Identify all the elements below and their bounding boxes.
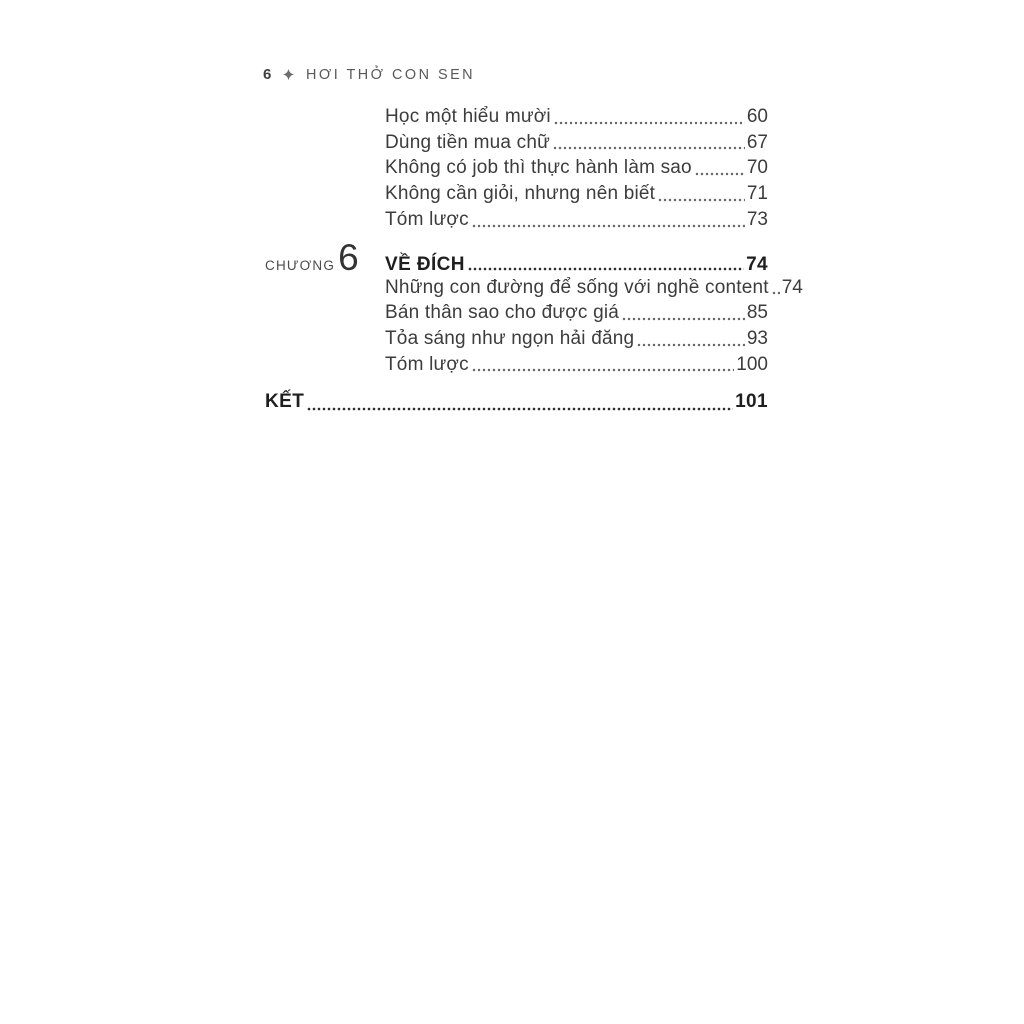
header-page-number: 6 (263, 65, 272, 83)
toc-entry-page-number: 73 (746, 208, 768, 230)
toc-row (265, 155, 768, 181)
leader-dots (637, 343, 745, 347)
toc-entry-title: Không cần giỏi, nhưng nên biết (385, 183, 656, 205)
toc-row (265, 300, 768, 326)
toc-row (265, 389, 768, 415)
toc-row (265, 275, 803, 301)
toc-entry-page-number: 71 (746, 183, 768, 205)
toc-row (265, 326, 768, 352)
toc-entry-title: Những con đường để sống với nghề content (385, 276, 769, 298)
toc-entry-title: Tóm lược (385, 353, 469, 375)
leader-dots (307, 407, 733, 411)
toc-entry-page-number: 74 (746, 253, 768, 275)
toc-row (265, 352, 768, 378)
toc-row (265, 207, 768, 233)
leader-dots (658, 198, 745, 202)
toc-row (265, 181, 768, 207)
leader-dots (622, 317, 745, 321)
running-header (263, 64, 482, 84)
toc-row (265, 130, 768, 156)
toc-entry-title: Tỏa sáng như ngọn hải đăng (385, 327, 635, 349)
toc-entry-page-number: 100 (736, 353, 768, 375)
four-point-star-icon (282, 68, 295, 81)
chapter-label: CHƯƠNG 6 (265, 236, 359, 278)
leader-dots (553, 146, 745, 150)
toc-entry-page-number: 93 (746, 327, 768, 349)
toc-row (265, 236, 768, 278)
leader-dots (472, 368, 735, 372)
toc-entry-page-number: 67 (746, 131, 768, 153)
toc-entry-page-number: 70 (746, 157, 768, 179)
toc-row (265, 104, 768, 130)
toc-entry-title: KẾT (265, 391, 305, 413)
toc-entry-page-number: 60 (746, 106, 768, 127)
table-of-contents (265, 104, 803, 415)
toc-entry-title: Học một hiểu mười (385, 106, 551, 127)
leader-dots (695, 172, 745, 176)
toc-entry-title: Tóm lược (385, 208, 469, 230)
toc-entry-title: Bán thân sao cho được giá (385, 302, 620, 324)
header-book-title: HƠI THỞ CON SEN (306, 65, 476, 83)
leader-dots (468, 267, 744, 271)
toc-entry-page-number: 101 (735, 391, 768, 413)
toc-entry-page-number: 85 (746, 302, 768, 324)
toc-entry-page-number: 74 (781, 276, 803, 298)
toc-entry-title: Dùng tiền mua chữ (385, 131, 551, 153)
leader-dots (554, 121, 745, 125)
leader-dots (472, 224, 745, 228)
toc-entry-title: VỀ ĐÍCH (385, 253, 465, 275)
toc-entry-title: Không có job thì thực hành làm sao (385, 157, 692, 179)
leader-dots (772, 291, 780, 295)
